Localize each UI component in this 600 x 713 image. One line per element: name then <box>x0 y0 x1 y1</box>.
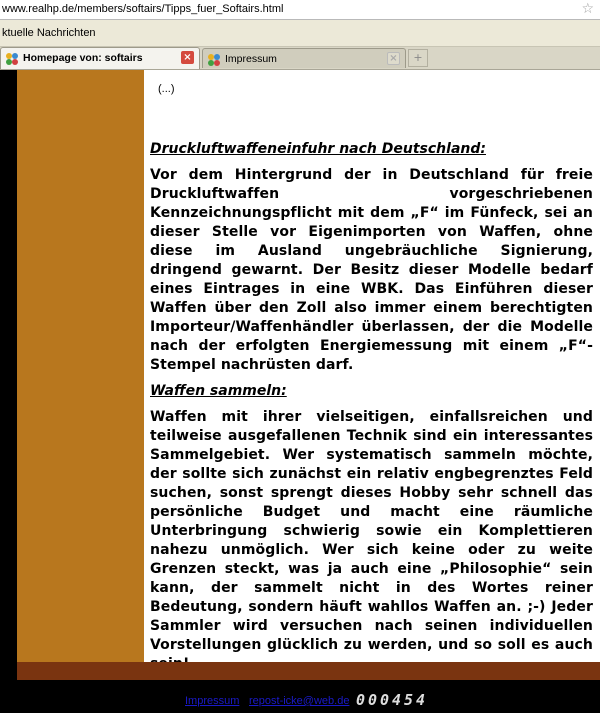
bookmark-item-news[interactable]: ktuelle Nachrichten <box>2 27 96 39</box>
address-bar[interactable] <box>0 0 600 20</box>
counter-digit: 4 <box>415 691 426 709</box>
counter-digit: 4 <box>391 691 402 709</box>
bookmark-star-icon[interactable]: ☆ <box>581 1 594 17</box>
section-heading-collecting: Waffen sammeln: <box>150 383 287 399</box>
counter-digit: 0 <box>355 691 366 709</box>
tab-label: Impressum <box>225 53 277 65</box>
counter-digit: 5 <box>403 691 414 709</box>
visitor-counter <box>355 692 426 709</box>
close-tab-icon[interactable]: × <box>181 51 194 64</box>
favicon-icon <box>207 52 221 66</box>
main-content <box>144 70 600 662</box>
tab-label: Homepage von: softairs <box>23 52 143 64</box>
bottom-bar <box>17 662 600 680</box>
email-link[interactable]: repost-icke@web.de <box>249 695 350 707</box>
impressum-link[interactable]: Impressum <box>185 695 240 707</box>
tab-strip <box>0 47 600 70</box>
favicon-icon <box>5 51 19 65</box>
url-text[interactable]: www.realhp.de/members/softairs/Tipps_fuer_Softairs.html <box>2 3 284 15</box>
bookmarks-toolbar <box>0 20 600 47</box>
section-text-collecting: Waffen mit ihrer vielseitigen, einfallsreichen und teilweise ausgefallenen Technik sind ein interessantes Sammelgebiet. Wer systematisch sammeln möchte, der sollte sich zunächst ein relativ engbegrenztes Feld suchen, sonst sprengt dieses Hobby sehr schnell das persönliche Budget und macht eine räumliche Unterbringung schwierig sowie ein Komplettieren nahezu unmöglich. Wer sich keine oder zu weite Grenzen steckt, was ja auch eine „Philosophie“ sein kann, der sammelt nicht in des Wortes reiner Bedeutung, sondern häuft wahllos Waffen an. ;-) Jeder Sammler wird versuchen nach seinen individuellen Vorstellungen glücklich zu werden, und so soll es auch <box>150 409 593 653</box>
web-page <box>0 70 600 713</box>
tab-impressum[interactable] <box>202 48 406 68</box>
new-tab-button[interactable]: + <box>408 49 428 67</box>
ellipsis-text: (...) <box>158 83 175 95</box>
section-heading-import: Druckluftwaffeneinfuhr nach Deutschland: <box>150 141 486 157</box>
footer <box>0 691 600 713</box>
article-body <box>150 140 593 681</box>
counter-digit: 0 <box>379 691 390 709</box>
counter-digit: 0 <box>367 691 378 709</box>
section-text-import: Vor dem Hintergrund der in Deutschland für freie Druckluftwaffen vorgeschriebenen Kennzeichnungspflicht mit dem „F“ im Fünfeck, sei an dieser Stelle vor Eigenimporten von Waffen, ohne diese im Ausland ungebräuchliche Signierung, dringend gewarnt. Der Besitz dieser Modelle bedarf eines Eintrages in eine WBK. Das Einführen dieser Waffen über den Zoll also immer einem berechtigten Importeur/Waffenhändler überlassen, der die Modelle nach der erfolgten Energiemessung mit einem „F“-Stempel nachrüsten darf. <box>150 167 593 373</box>
close-tab-icon[interactable]: × <box>387 52 400 65</box>
left-decorative-band <box>17 70 144 662</box>
tab-homepage[interactable] <box>0 47 200 69</box>
